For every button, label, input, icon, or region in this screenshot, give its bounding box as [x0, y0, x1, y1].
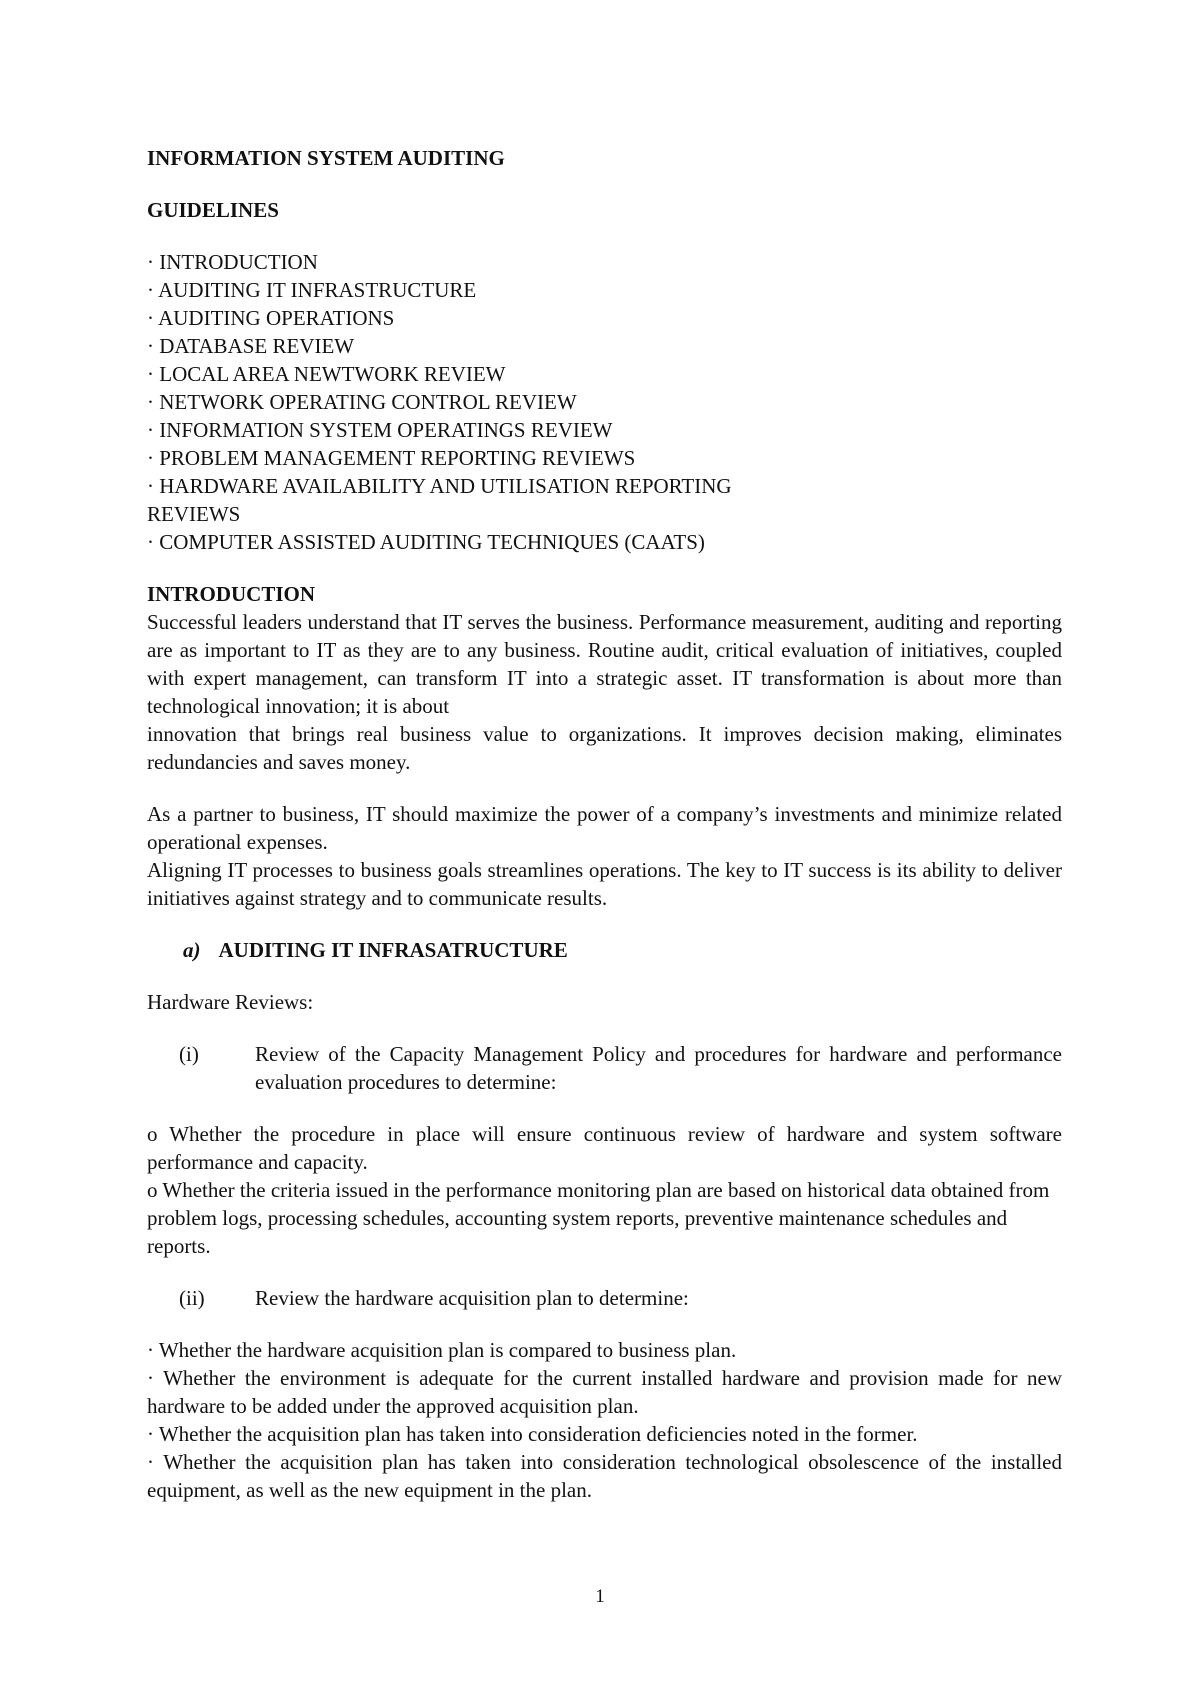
- list-item: · Whether the hardware acquisition plan is compared to business plan.: [147, 1338, 737, 1362]
- toc-item: · HARDWARE AVAILABILITY AND UTILISATION REPORTING: [147, 474, 732, 498]
- toc-item: · COMPUTER ASSISTED AUDITING TECHNIQUES (CAATS): [147, 530, 705, 554]
- list-item: o Whether the criteria issued in the performance monitoring plan are based on historical data obtained from problem logs, processing schedules, accounting system reports, preventive maintenance schedules and reports.: [147, 1178, 1050, 1258]
- intro-paragraph: As a partner to business, IT should maximize the power of a company’s investments and minimize related operational expenses.: [147, 802, 1062, 854]
- toc-item: · DATABASE REVIEW: [147, 334, 355, 358]
- numbered-item: [147, 1040, 1062, 1096]
- numbered-item: [147, 1284, 1062, 1312]
- guidelines-heading: GUIDELINES: [147, 198, 279, 222]
- list-item: · Whether the acquisition plan has taken into consideration deficiencies noted in the former.: [147, 1422, 918, 1446]
- document-title: INFORMATION SYSTEM AUDITING: [147, 146, 505, 170]
- list-item: · Whether the acquisition plan has taken into consideration technological obsolescence of the installed equipment, as well as the new equipment in the plan.: [147, 1450, 1062, 1502]
- toc-item: · PROBLEM MANAGEMENT REPORTING REVIEWS: [147, 446, 636, 470]
- toc-item: · INTRODUCTION: [147, 250, 318, 274]
- item-number: (ii): [179, 1286, 205, 1310]
- introduction-heading: INTRODUCTION: [147, 582, 316, 606]
- intro-paragraph: Aligning IT processes to business goals streamlines operations. The key to IT success is its ability to deliver initiatives against strategy and to communicate results.: [147, 858, 1062, 910]
- intro-paragraph: innovation that brings real business value to organizations. It improves decision making, eliminates redundancies and saves money.: [147, 722, 1062, 774]
- toc-item: · AUDITING IT INFRASTRUCTURE: [147, 278, 477, 302]
- toc-item: · INFORMATION SYSTEM OPERATINGS REVIEW: [147, 418, 613, 442]
- list-item: o Whether the procedure in place will ensure continuous review of hardware and system software performance and capacity.: [147, 1122, 1062, 1174]
- guidelines-list: [147, 248, 1062, 556]
- item-number: (i): [179, 1042, 199, 1066]
- toc-item: REVIEWS: [147, 502, 241, 526]
- intro-paragraph: Successful leaders understand that IT serves the business. Performance measurement, auditing and reporting are as important to IT as they are to any business. Routine audit, critical evaluation of initiatives, coupled with expert management, can transform IT into a strategic asset. IT transformation is about more than technological innovation; it is about: [147, 610, 1062, 718]
- item-text: Review the hardware acquisition plan to determine:: [255, 1286, 689, 1310]
- section-letter: a): [183, 938, 201, 962]
- hardware-reviews-label: Hardware Reviews:: [147, 990, 314, 1014]
- list-item: · Whether the environment is adequate for the current installed hardware and provision made for new hardware to be added under the approved acquisition plan.: [147, 1366, 1062, 1418]
- document-page: [147, 144, 1062, 1504]
- section-title: AUDITING IT INFRASATRUCTURE: [218, 938, 568, 962]
- toc-item: · NETWORK OPERATING CONTROL REVIEW: [147, 390, 577, 414]
- page-number: 1: [595, 1586, 605, 1607]
- toc-item: · AUDITING OPERATIONS: [147, 306, 395, 330]
- toc-item: · LOCAL AREA NEWTWORK REVIEW: [147, 362, 506, 386]
- item-text: Review of the Capacity Management Policy and procedures for hardware and performance evaluation procedures to determine:: [255, 1042, 1062, 1094]
- section-a-heading: [147, 936, 1062, 964]
